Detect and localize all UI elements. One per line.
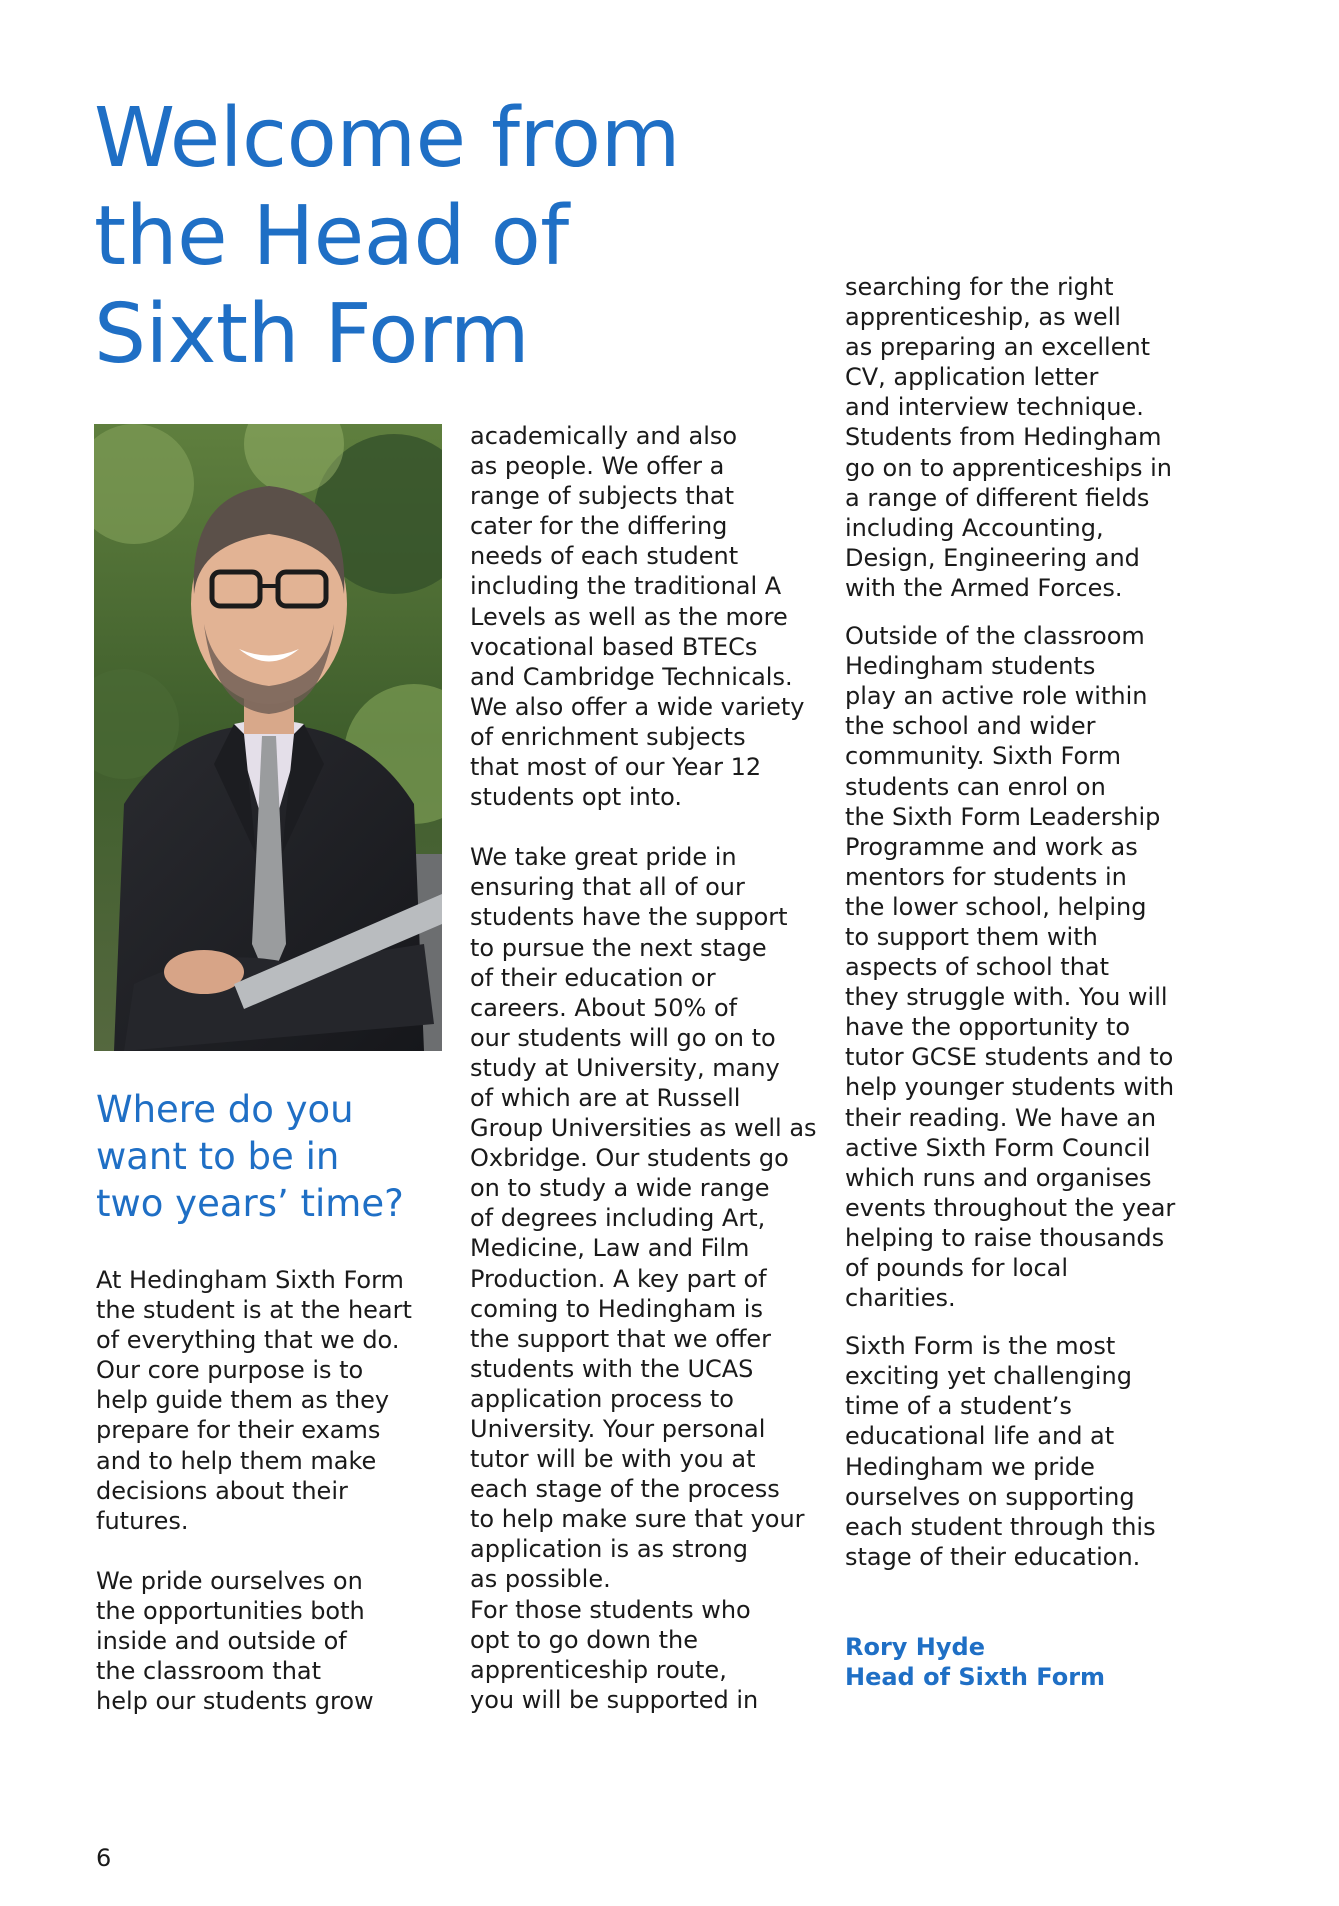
text-line: they struggle with. You will (845, 983, 1168, 1012)
text-line: time of a student’s (845, 1392, 1072, 1421)
text-line: Oxbridge. Our students go (470, 1144, 789, 1173)
text-line: have the opportunity to (845, 1013, 1131, 1042)
text-line: of their education or (470, 963, 716, 992)
signature-name: Rory Hyde (845, 1632, 985, 1661)
text-line: students have the support (470, 903, 788, 932)
text-line: application is as strong (470, 1535, 749, 1564)
text-line: of enrichment subjects (470, 722, 746, 751)
text-line: help guide them as they (96, 1386, 390, 1415)
text-line: tutor will be with you at (470, 1445, 756, 1474)
text-line: the student is at the heart (96, 1296, 412, 1325)
text-line: Programme and work as (845, 832, 1138, 861)
text-line: which runs and organises (845, 1163, 1152, 1192)
text-line: each stage of the process (470, 1475, 780, 1504)
text-line: We take great pride in (470, 843, 737, 872)
text-line: help our students grow (96, 1687, 374, 1716)
text-line: that most of our Year 12 (470, 753, 762, 782)
text-line: including Accounting, (845, 513, 1104, 542)
text-line: Outside of the classroom (845, 622, 1145, 651)
text-line: each student through this (845, 1512, 1156, 1541)
text-line: For those students who (470, 1595, 751, 1624)
text-line: application process to (470, 1384, 734, 1413)
section-heading (96, 1086, 426, 1227)
portrait-photo-icon (94, 424, 442, 1051)
text-line: the classroom that (96, 1657, 322, 1686)
text-line: needs of each student (470, 542, 739, 571)
text-line: apprenticeship route, (470, 1655, 727, 1684)
text-line: events throughout the year (845, 1193, 1176, 1222)
text-line: as possible. (470, 1565, 611, 1594)
text-line: CV, application letter (845, 363, 1099, 392)
text-line: Students from Hedingham (845, 423, 1162, 452)
text-line: Our core purpose is to (96, 1356, 364, 1385)
body-column-3 (845, 272, 1175, 1692)
signature-role: Head of Sixth Form (845, 1663, 1106, 1692)
text-line: you will be supported in (470, 1685, 759, 1714)
text-line: students can enrol on (845, 772, 1106, 801)
text-line: Hedingham we pride (845, 1452, 1095, 1481)
text-line: community. Sixth Form (845, 742, 1121, 771)
text-line: our students will go on to (470, 1023, 776, 1052)
text-line: ourselves on supporting (845, 1482, 1135, 1511)
text-line: including the traditional A (470, 572, 782, 601)
text-line: coming to Hedingham is (470, 1294, 763, 1323)
text-line: play an active role within (845, 682, 1148, 711)
text-line: help younger students with (845, 1073, 1175, 1102)
text-line: futures. (96, 1506, 189, 1535)
text-line: careers. About 50% of (470, 993, 738, 1022)
title-line: the Head of (94, 189, 569, 284)
text-line: charities. (845, 1284, 956, 1313)
text-line: Levels as well as the more (470, 602, 788, 631)
text-line: of everything that we do. (96, 1326, 400, 1355)
text-line: students opt into. (470, 783, 683, 812)
body-column-2 (470, 421, 817, 1715)
text-line: the school and wider (845, 712, 1096, 741)
title-line: Welcome from (94, 91, 680, 186)
text-line: active Sixth Form Council (845, 1133, 1151, 1162)
text-line: as preparing an excellent (845, 333, 1151, 362)
text-line: the lower school, helping (845, 892, 1147, 921)
text-line: We also offer a wide variety (470, 692, 805, 721)
portrait-photo (94, 424, 442, 1051)
subheading-line: two years’ time? (96, 1182, 404, 1225)
text-line: prepare for their exams (96, 1416, 381, 1445)
text-line: Group Universities as well as (470, 1114, 817, 1143)
text-line: of degrees including Art, (470, 1204, 766, 1233)
text-line: educational life and at (845, 1422, 1115, 1451)
text-line: a range of different fields (845, 483, 1150, 512)
text-line: apprenticeship, as well (845, 303, 1121, 332)
text-line: At Hedingham Sixth Form (96, 1266, 404, 1294)
text-line: the support that we offer (470, 1324, 772, 1353)
text-line: go on to apprenticeships in (845, 453, 1172, 482)
text-line: their reading. We have an (845, 1103, 1157, 1132)
text-line: and interview technique. (845, 393, 1144, 422)
text-line: and to help them make (96, 1446, 377, 1475)
text-line: to help make sure that your (470, 1505, 805, 1534)
text-line: with the Armed Forces. (845, 573, 1123, 602)
text-line: to pursue the next stage (470, 933, 767, 962)
text-line: study at University, many (470, 1053, 780, 1082)
text-line: aspects of school that (845, 953, 1110, 982)
text-line: on to study a wide range (470, 1174, 770, 1203)
page-title (94, 90, 774, 384)
title-line: Sixth Form (94, 287, 530, 382)
text-line: of pounds for local (845, 1254, 1069, 1282)
text-line: tutor GCSE students and to (845, 1043, 1174, 1072)
text-line: to support them with (845, 922, 1098, 951)
text-line: decisions about their (96, 1476, 348, 1505)
text-line: of which are at Russell (470, 1083, 741, 1112)
text-line: Design, Engineering and (845, 543, 1140, 572)
text-line: mentors for students in (845, 862, 1127, 891)
text-line: cater for the differing (470, 512, 728, 541)
text-line: vocational based BTECs (470, 632, 758, 661)
text-line: exciting yet challenging (845, 1362, 1132, 1391)
text-line: Hedingham students (845, 652, 1096, 681)
text-line: Production. A key part of (470, 1264, 767, 1293)
text-line: inside and outside of (96, 1627, 347, 1656)
text-line: academically and also (470, 422, 738, 450)
text-line: as people. We offer a (470, 452, 725, 481)
text-line: University. Your personal (470, 1415, 766, 1443)
page-number: 6 (96, 1844, 112, 1872)
text-line: Sixth Form is the most (845, 1332, 1116, 1361)
text-line: searching for the right (845, 273, 1114, 301)
text-line: ensuring that all of our (470, 873, 745, 902)
subheading-line: want to be in (96, 1135, 340, 1178)
text-line: range of subjects that (470, 482, 735, 511)
text-line: We pride ourselves on (96, 1566, 363, 1595)
text-line: Medicine, Law and Film (470, 1234, 750, 1263)
text-line: students with the UCAS (470, 1354, 754, 1383)
text-line: the Sixth Form Leadership (845, 802, 1161, 831)
text-line: stage of their education. (845, 1542, 1141, 1571)
body-column-1 (96, 1265, 412, 1716)
text-line: helping to raise thousands (845, 1223, 1165, 1252)
text-line: the opportunities both (96, 1596, 365, 1625)
text-line: and Cambridge Technicals. (470, 662, 793, 691)
subheading-line: Where do you (96, 1088, 354, 1131)
text-line: opt to go down the (470, 1625, 698, 1654)
